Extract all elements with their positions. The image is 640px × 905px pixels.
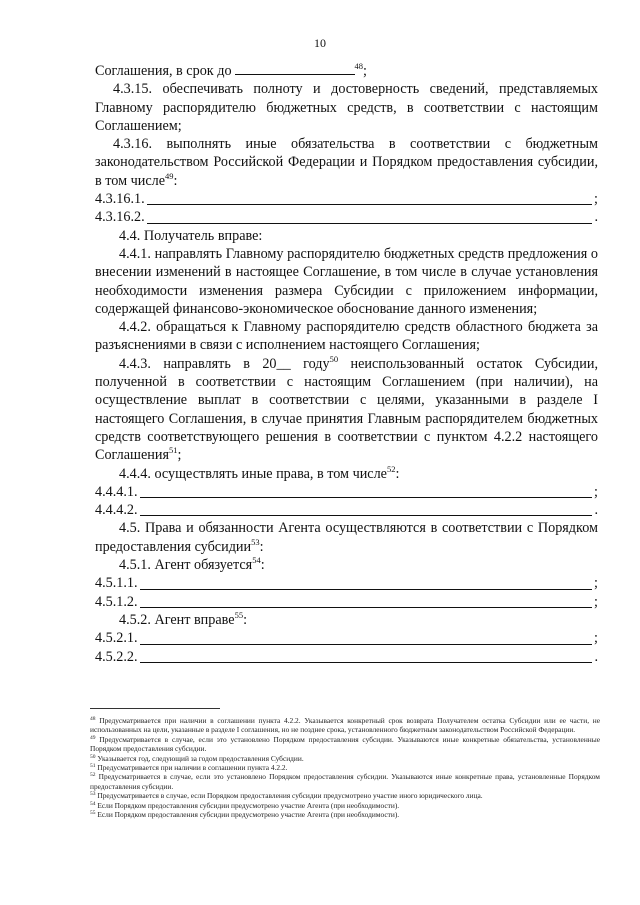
punctuation: .	[594, 502, 598, 519]
punctuation: ;	[363, 63, 367, 79]
clause-4-5-1	[95, 556, 598, 574]
paragraph-text: 4.5.2. Агент вправе	[119, 611, 235, 628]
paragraph-text: 4.5. Права и обязанности Агента осуществляются в соответствии с Порядком предоставления субсидии	[95, 520, 598, 555]
punctuation: ;	[594, 483, 598, 500]
punctuation: :	[260, 557, 265, 574]
line-label: 4.3.16.2.	[95, 209, 145, 226]
fill-line-4-4-4-1	[95, 483, 598, 501]
paragraph-text: 4.4.4. осуществлять иные права, в том числе	[119, 465, 387, 482]
clause-4-4-4	[95, 465, 598, 483]
line-label: 4.5.1.1.	[95, 575, 138, 592]
paragraph-continuation	[95, 62, 598, 80]
blank-line	[140, 485, 592, 498]
blank-line	[140, 650, 593, 663]
footnote-number: 49	[90, 734, 96, 741]
blank-line	[147, 211, 593, 224]
footnote	[90, 791, 600, 800]
paragraph-text: 4.3.16. выполнять иные обязательства в соответствии с бюджетным законодательством Российской Федерации и Порядком предоставления субсидии, в том числе	[95, 136, 598, 189]
clause-4-4: 4.4. Получатель вправе:	[119, 227, 263, 244]
paragraph-text: Соглашения, в срок до	[95, 63, 232, 79]
blank-line	[147, 192, 592, 205]
footnote	[90, 754, 600, 763]
punctuation: ;	[594, 575, 598, 592]
paragraph-text: 4.5.1. Агент обязуется	[119, 557, 253, 574]
paragraph-text: 4.4.3. направлять в 20__ году	[119, 355, 330, 372]
fill-line-4-5-2-2	[95, 648, 598, 666]
footnote	[90, 735, 600, 754]
punctuation: .	[594, 209, 598, 226]
line-label: 4.5.1.2.	[95, 593, 138, 610]
footnote	[90, 763, 600, 772]
punctuation: ;	[594, 191, 598, 208]
page-number: 10	[314, 36, 326, 50]
blank-line	[235, 62, 355, 75]
clause-4-4-2: 4.4.2. обращаться к Главному распорядителю средств областного бюджета за разъяснениями в связи с исполнением настоящего Соглашения;	[95, 319, 598, 354]
footnote-number: 52	[90, 772, 96, 779]
blank-line	[140, 632, 592, 645]
fill-line-4-5-1-1	[95, 574, 598, 592]
blank-line	[140, 595, 592, 608]
punctuation: :	[259, 538, 264, 555]
footnote	[90, 810, 600, 819]
footnotes	[90, 716, 600, 819]
line-label: 4.3.16.1.	[95, 191, 145, 208]
footnote-ref: 49	[165, 170, 174, 181]
footnote-text: Предусматривается при наличии в соглашении пункта 4.2.2. Указывается конкретный срок возврата Получателем остатка Субсидии или ее части, не использованных на цели, указанные в разделе I соглашения, но не позднее срока, установленного бюджетным законодательством Российской Федерации.	[90, 716, 600, 735]
clause-4-4-3	[95, 355, 598, 465]
punctuation: :	[243, 611, 248, 628]
clause-4-5-2	[95, 611, 598, 629]
paragraph-text: неиспользованный остаток Субсидии, полученной в соответствии с настоящим Соглашением (при наличии), на осуществление выплат в соответствии с целями, указанными в разделе I настоящего Соглашения, в случае принятия Главным распорядителем бюджетных средств соответствующего решения в соответствии с пунктом 4.2.2 настоящего Соглашения	[95, 355, 598, 464]
line-label: 4.5.2.1.	[95, 630, 138, 647]
footnote-separator	[90, 708, 220, 709]
footnote	[90, 772, 600, 791]
footnote-ref: 50	[329, 353, 339, 364]
punctuation: ;	[594, 630, 598, 647]
fill-line-4-5-2-1	[95, 629, 598, 647]
blank-line	[140, 577, 592, 590]
fill-line-4-3-16-1	[95, 190, 598, 208]
footnote-number: 48	[90, 716, 96, 722]
punctuation: .	[594, 648, 598, 665]
footnote-text: Предусматривается при наличии в соглашении пункта 4.2.2.	[97, 763, 288, 773]
line-label: 4.5.2.2.	[95, 648, 138, 665]
footnote-ref: 51	[168, 445, 178, 456]
footnote-text: Если Порядком предоставления субсидии предусмотрено участие Агента (при необходимости).	[97, 800, 400, 810]
footnote-text: Предусматривается в случае, если это установлено Порядком предоставления субсидии. Указываются иные конкретные права, установленные Порядком предоставления субсидии.	[90, 772, 600, 791]
footnote-ref: 53	[251, 536, 260, 547]
punctuation: :	[173, 172, 178, 189]
footnote-text: Предусматривается в случае, если это установлено Порядком предоставления субсидии. Указываются иные конкретные обязательства, установленные Порядком предоставления субсидии.	[90, 734, 600, 754]
document-body	[95, 62, 598, 666]
footnote-number: 53	[90, 791, 96, 798]
clause-4-3-15: 4.3.15. обеспечивать полноту и достоверность сведений, представляемых Главному распорядителю бюджетных средств, в соответствии с настоящим Соглашением;	[95, 81, 598, 134]
clause-4-4-1: 4.4.1. направлять Главному распорядителю бюджетных средств предложения о внесении изменений в настоящее Соглашение, в том числе в случае установления необходимости изменения размера Субсидии с приложением информации, содержащей финансово-экономическое обоснование данного изменения;	[95, 245, 598, 317]
footnote-ref: 48	[354, 61, 364, 71]
line-label: 4.4.4.1.	[95, 483, 138, 500]
clause-4-5	[95, 519, 598, 556]
footnote-number: 54	[90, 800, 96, 807]
fill-line-4-3-16-2	[95, 208, 598, 226]
line-label: 4.4.4.2.	[95, 502, 138, 519]
footnote-text: Предусматривается в случае, если Порядком предоставления субсидии предусмотрено участие иного юридического лица.	[97, 791, 483, 801]
footnote-number: 51	[90, 763, 96, 770]
footnote-ref: 54	[252, 555, 261, 566]
footnote-number: 55	[90, 810, 96, 817]
footnote	[90, 801, 600, 810]
punctuation: ;	[177, 447, 182, 464]
footnote-text: Если Порядком предоставления субсидии предусмотрено участие Агента (при необходимости).	[97, 810, 400, 820]
footnote	[90, 716, 600, 735]
fill-line-4-4-4-2	[95, 501, 598, 519]
clause-4-3-16	[95, 135, 598, 190]
punctuation: :	[395, 465, 400, 482]
blank-line	[140, 503, 593, 516]
footnote-ref: 52	[386, 463, 396, 474]
footnote-number: 50	[90, 753, 96, 760]
footnote-text: Указывается год, следующий за годом предоставления Субсидии.	[97, 753, 304, 763]
footnote-ref: 55	[234, 609, 244, 620]
punctuation: ;	[594, 593, 598, 610]
fill-line-4-5-1-2	[95, 593, 598, 611]
